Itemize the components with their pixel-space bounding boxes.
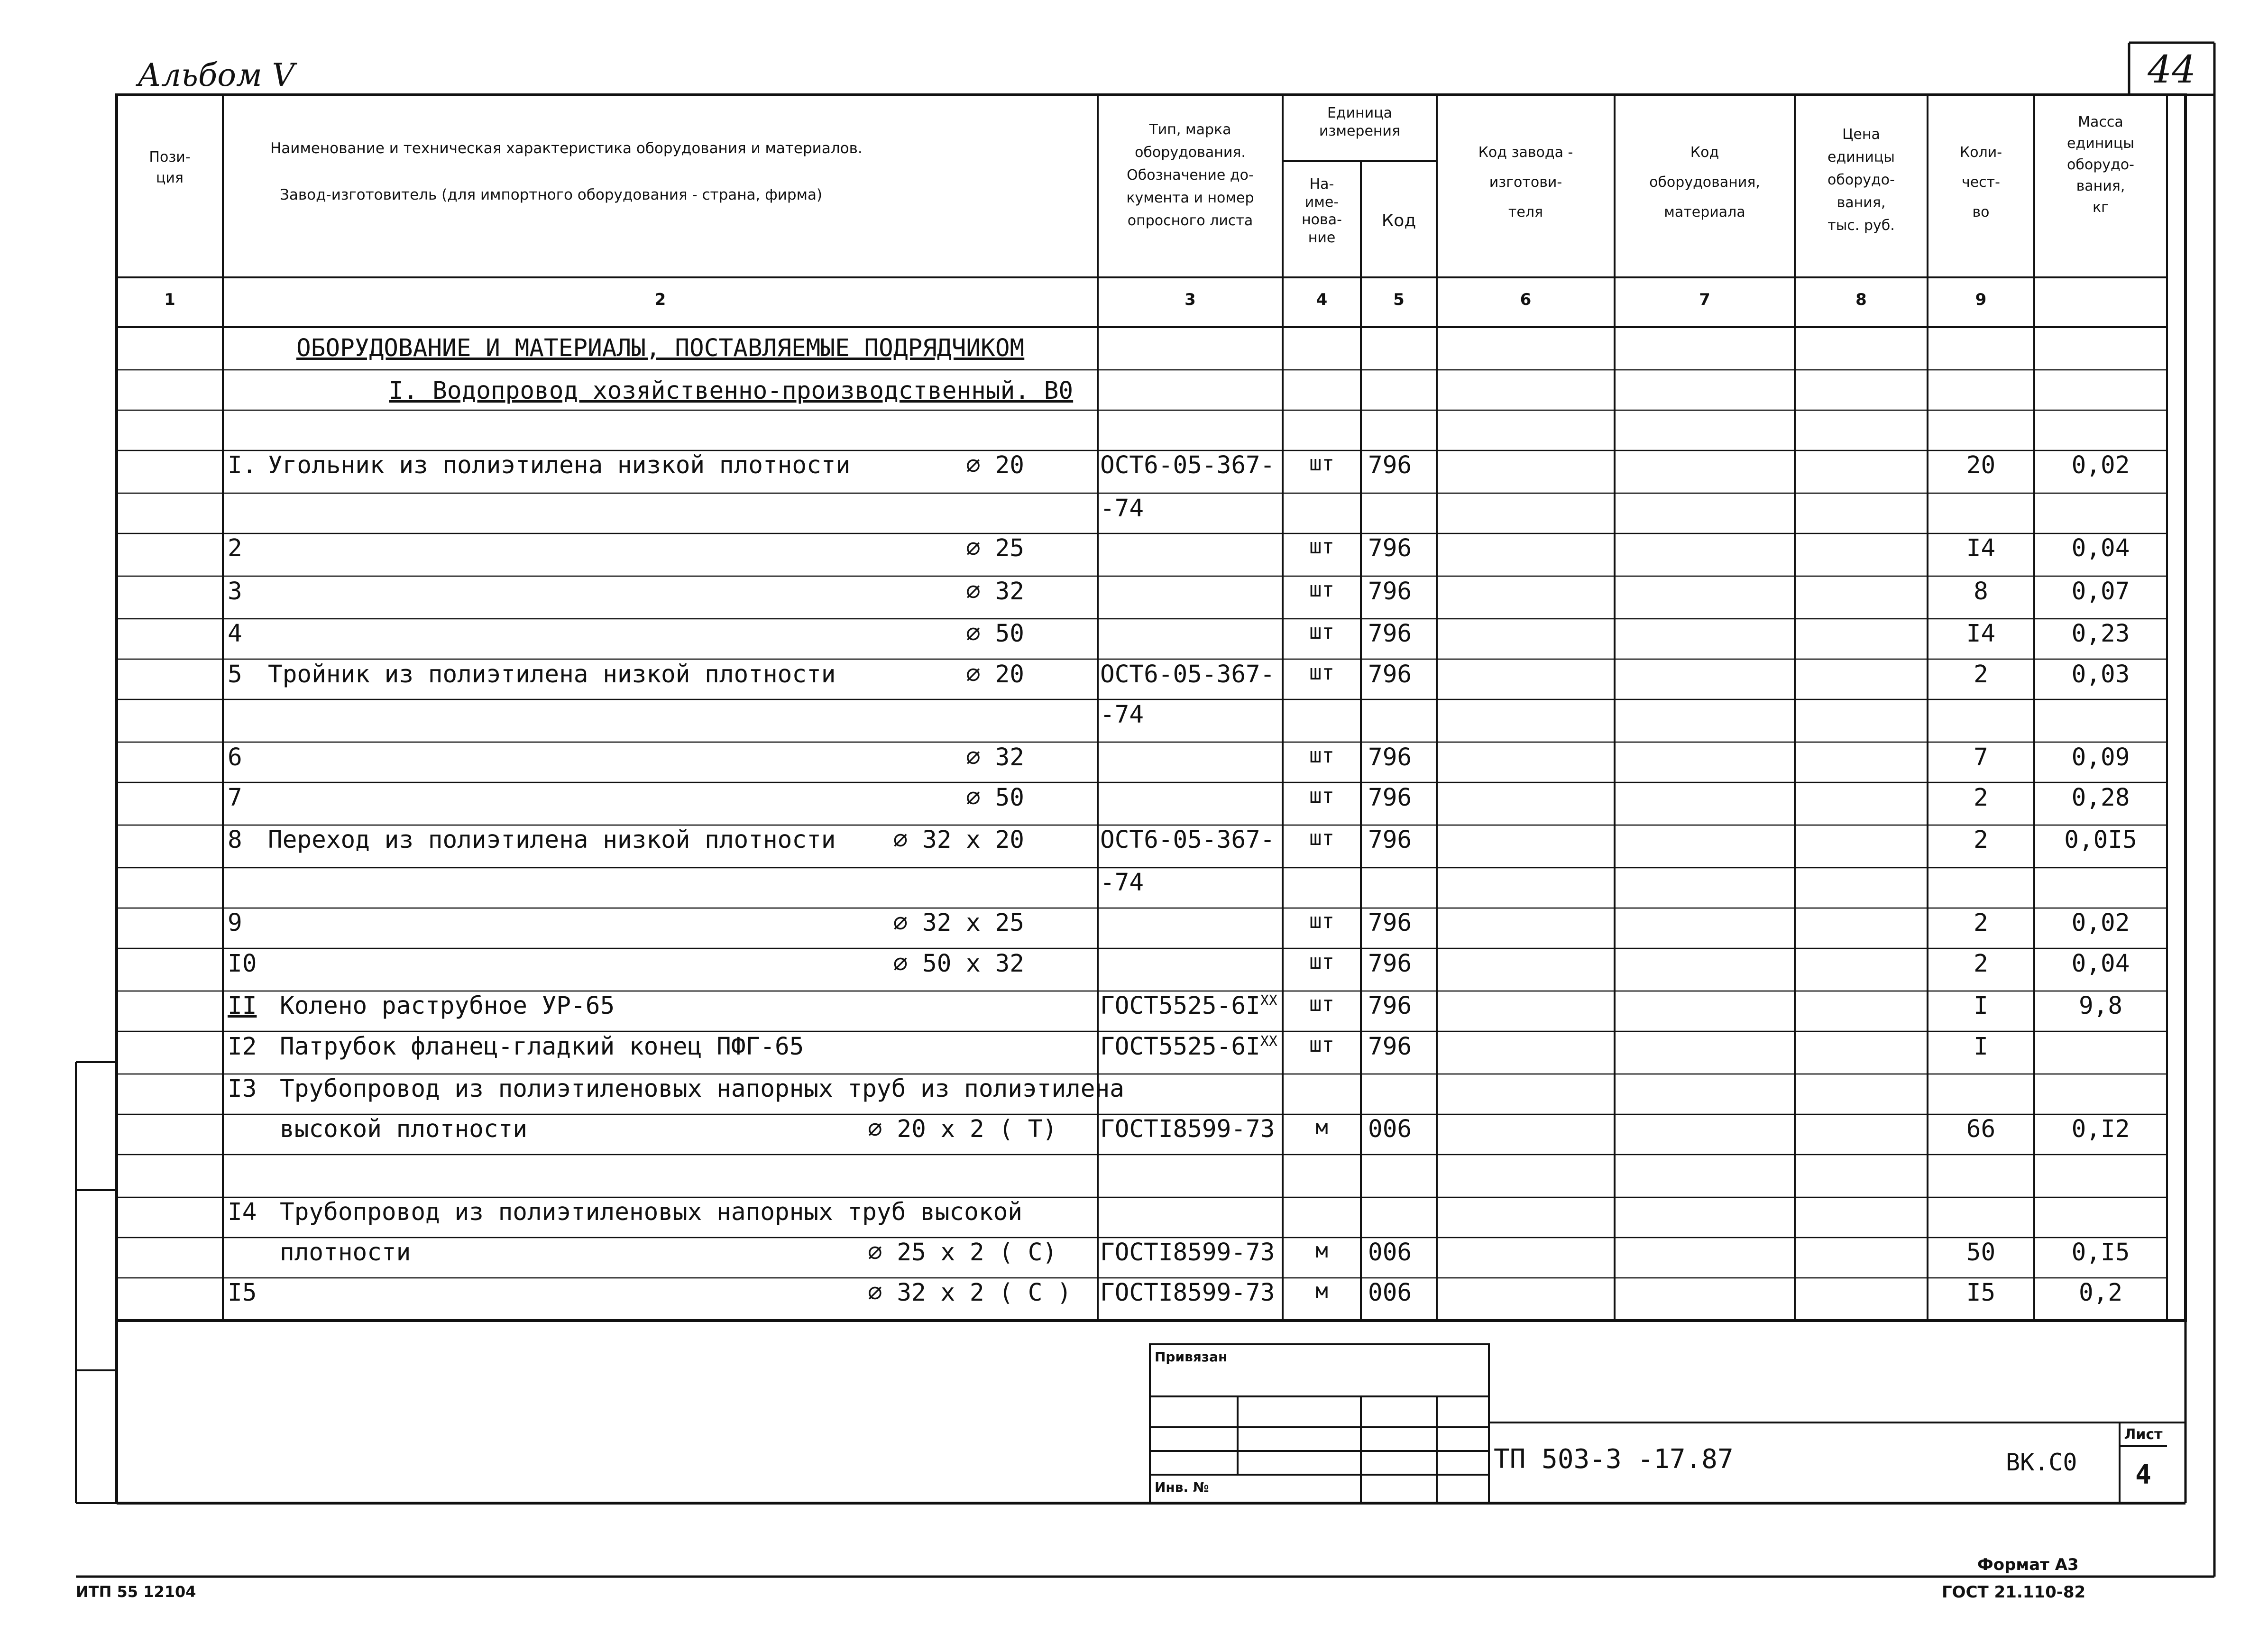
cell-size: ∅ 32 х 2 ( С ) [868,1279,1072,1307]
cell-qty: 20 [1966,451,1996,479]
cell-doc: ГОСТI8599-73 [1100,1279,1275,1307]
cell-qty: I [1974,992,1988,1020]
cell-size: ∅ 32 х 20 [893,826,1024,854]
stamp-inv: Инв. № [1155,1479,1209,1495]
cell-pos: I2 [228,1033,257,1061]
cell-pos: 2 [228,534,242,562]
cell-qty: 66 [1966,1115,1996,1143]
section-title: ОБОРУДОВАНИЕ И МАТЕРИАЛЫ, ПОСТАВЛЯЕМЫЕ ПОДРЯДЧИКОМ [296,334,1025,362]
cell-doc: ГОСТI8599-73 [1100,1115,1275,1143]
cell-pos: 7 [228,784,242,812]
cell-code: 796 [1368,992,1412,1020]
cell-name: Переход из полиэтилена низкой плотности [268,826,836,854]
album-note: Альбом Ⅴ [138,57,295,93]
cell-pos: 3 [228,578,242,606]
cell-unit: м [1315,1115,1328,1139]
sheet-number: 44 [2148,47,2196,92]
cell-code: 006 [1368,1115,1412,1143]
cell-pos: I3 [228,1075,257,1103]
cell-size: ∅ 32 [966,578,1024,606]
col-number: 6 [1520,290,1532,309]
cell-pos: I0 [228,950,257,978]
cell-qty: 2 [1974,950,1988,978]
cell-size: ∅ 20 [966,661,1024,688]
cell-code: 796 [1368,451,1412,479]
cell-pos: 9 [228,909,242,937]
cell-code: 796 [1368,909,1412,937]
cell-unit: шт [1309,451,1334,476]
stamp-privyazan: Привязан [1155,1349,1228,1365]
cell-size: ∅ 25 [966,534,1024,562]
doc-superscript: XX [1260,1033,1277,1050]
list-label: Лист [2124,1426,2163,1443]
cell-qty: 7 [1974,743,1988,771]
cell-mass: 9,8 [2078,992,2123,1020]
cell-name: высокой плотности [280,1115,527,1143]
cell-pos: 4 [228,620,242,648]
col-number: 5 [1393,290,1405,309]
cell-code: 796 [1368,826,1412,854]
doc-mark: ВК.С0 [2006,1449,2077,1476]
cell-size: ∅ 32 х 25 [893,909,1024,937]
header-unit-name: На- име- нова- ние [1302,176,1342,246]
cell-qty: 2 [1974,661,1988,688]
cell-name: плотности [280,1239,411,1267]
cell-code: 796 [1368,1033,1412,1061]
cell-unit: шт [1309,784,1334,808]
cell-unit: шт [1309,826,1334,850]
cell-pos: I. [228,451,257,479]
cell-pos: 5 [228,661,242,688]
footer-gost: ГОСТ 21.110-82 [1942,1583,2086,1602]
cell-mass: 0,02 [2071,451,2130,479]
header-unit: Единица измерения [1319,105,1401,139]
cell-pos: II [228,992,257,1020]
cell-code: 796 [1368,534,1412,562]
cell-code: 796 [1368,950,1412,978]
cell-size: ∅ 20 [966,451,1024,479]
cell-size: ∅ 20 х 2 ( Т) [868,1115,1057,1143]
cell-unit: шт [1309,950,1334,974]
cell-unit: шт [1309,620,1334,644]
col-number: 4 [1316,290,1328,309]
cell-pos: 6 [228,743,242,771]
footer-itp: ИТП 55 12104 [76,1583,196,1601]
cell-code: 796 [1368,620,1412,648]
cell-size: ∅ 50 [966,784,1024,812]
cell-unit: м [1315,1239,1328,1263]
cell-doc: -74 [1100,495,1144,523]
cell-doc: -74 [1100,701,1144,729]
cell-qty: 50 [1966,1239,1996,1267]
cell-qty: I4 [1966,620,1996,648]
cell-mass: 0,I2 [2071,1115,2130,1143]
cell-pos: I5 [228,1279,257,1307]
cell-doc: ОСТ6-05-367- [1100,826,1275,854]
cell-mass: 0,04 [2071,534,2130,562]
doc-code: ТП 503-3 -17.87 [1494,1444,1734,1475]
cell-qty: 2 [1974,784,1988,812]
cell-qty: 2 [1974,909,1988,937]
header-name-line2: Завод-изготовитель (для импортного оборудования - страна, фирма) [280,186,823,203]
subsection-title: I. Водопровод хозяйственно-производственный. В0 [389,377,1074,405]
cell-mass: 0,03 [2071,661,2130,688]
cell-pos: 8 [228,826,242,854]
cell-size: ∅ 50 [966,620,1024,648]
col-number: 2 [654,290,666,309]
cell-unit: шт [1309,743,1334,768]
cell-pos: I4 [228,1198,257,1226]
cell-name: Угольник из полиэтилена низкой плотности [268,451,851,479]
cell-doc: ОСТ6-05-367- [1100,661,1275,688]
cell-qty: I5 [1966,1279,1996,1307]
header-type: Тип, марка оборудования. Обозначение до- кумента и номер опросного листа [1126,121,1254,229]
cell-unit: шт [1309,534,1334,559]
cell-code: 796 [1368,784,1412,812]
cell-unit: шт [1309,578,1334,602]
cell-mass: 0,09 [2071,743,2130,771]
cell-qty: I [1974,1033,1988,1061]
cell-qty: 2 [1974,826,1988,854]
cell-mass: 0,I5 [2071,1239,2130,1267]
col-number: 3 [1185,290,1196,309]
footer-format: Формат А3 [1977,1555,2079,1574]
cell-size: ∅ 25 х 2 ( С) [868,1239,1057,1267]
cell-mass: 0,02 [2071,909,2130,937]
header-material-code: Код оборудования, материала [1649,144,1760,220]
cell-code: 796 [1368,743,1412,771]
cell-name: Тройник из полиэтилена низкой плотности [268,661,836,688]
cell-code: 006 [1368,1239,1412,1267]
col-number: 8 [1855,290,1867,309]
header-mass: Масса единицы оборудо- вания, кг [2067,114,2134,216]
header-price: Цена единицы оборудо- вания, тыс. руб. [1827,126,1895,234]
cell-size: ∅ 50 х 32 [893,950,1024,978]
cell-name: Трубопровод из полиэтиленовых напорных труб высокой [280,1198,1022,1226]
cell-unit: шт [1309,992,1334,1016]
cell-mass: 0,2 [2078,1279,2123,1307]
cell-qty: I4 [1966,534,1996,562]
cell-doc: ОСТ6-05-367- [1100,451,1275,479]
cell-code: 796 [1368,578,1412,606]
cell-unit: шт [1309,661,1334,685]
header-name-line1: Наименование и техническая характеристика оборудования и материалов. [270,140,863,157]
header-unit-code: Код [1381,211,1416,230]
cell-doc: $ГОСТ5525-6I^{XX}$ [1100,992,1277,1020]
col-number: 1 [164,290,175,309]
cell-qty: 8 [1974,578,1988,606]
cell-mass: 0,28 [2071,784,2130,812]
header-quantity: Коли- чест- во [1959,144,2002,220]
cell-code: 796 [1368,661,1412,688]
cell-code: 006 [1368,1279,1412,1307]
cell-size: ∅ 32 [966,743,1024,771]
header-position [117,147,223,188]
cell-name: Колено раструбное УР-65 [280,992,615,1020]
col-number: 7 [1699,290,1710,309]
cell-mass: 0,23 [2071,620,2130,648]
cell-name: Патрубок фланец-гладкий конец ПФГ-65 [280,1033,804,1061]
cell-mass: 0,0I5 [2064,826,2137,854]
cell-doc: -74 [1100,869,1144,897]
cell-unit: м [1315,1279,1328,1303]
cell-mass: 0,07 [2071,578,2130,606]
cell-name: Трубопровод из полиэтиленовых напорных труб из полиэтилена [280,1075,1124,1103]
cell-mass: 0,04 [2071,950,2130,978]
cell-unit: шт [1309,1033,1334,1057]
cell-unit: шт [1309,909,1334,933]
cell-doc: ГОСТI8599-73 [1100,1239,1275,1267]
header-factory-code: Код завода - изготови- теля [1478,144,1573,220]
header-position-text: Пози- ция [149,149,191,186]
list-value: 4 [2135,1459,2151,1490]
cell-doc: $ГОСТ5525-6I^{XX}$ [1100,1033,1277,1061]
doc-superscript: XX [1260,992,1277,1009]
col-number: 9 [1975,290,1987,309]
